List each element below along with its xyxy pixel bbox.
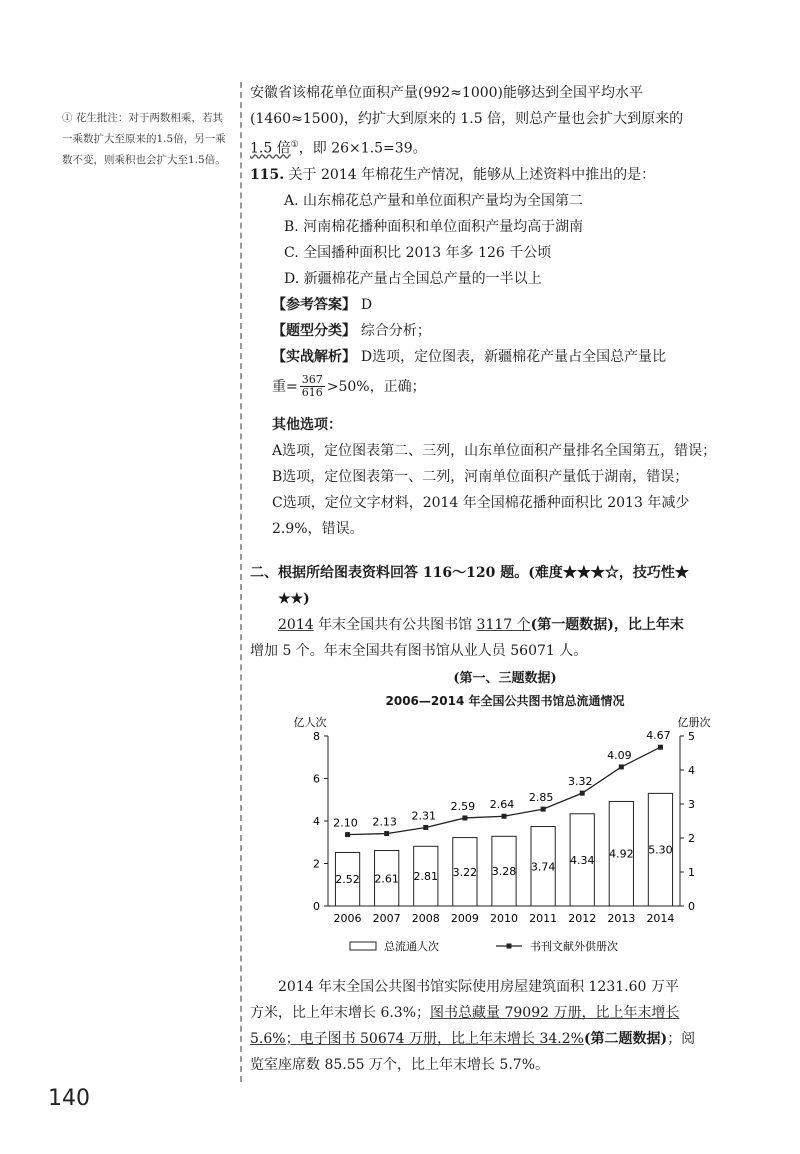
bar-value-label: 3.22 [452,865,478,879]
chart-caption: (第一、三题数据) [453,670,557,686]
paragraph-2-line-2 [250,1000,760,1026]
intro-line-2 [250,106,760,132]
x-axis-tick-label: 2014 [646,911,675,925]
question-number: 115. [250,166,285,183]
chart [250,712,760,974]
bar-value-label: 3.74 [530,859,556,873]
analysis-line [272,344,760,370]
line-value-label: 3.32 [567,774,593,788]
x-axis-tick-label: 2007 [372,911,401,925]
intro-line-3 [250,132,760,162]
footnote-mark: ① [290,140,299,150]
option-c: C. 全国播种面积比 2013 年多 126 千公顷 [284,244,552,261]
intro-line-3-text: ，即 26×1.5=39。 [298,140,427,157]
line-point [619,764,624,769]
line-value-label: 2.10 [333,816,358,830]
ebook-underlined: 5.6%；电子图书 50674 万册，比上年末增长 34.2% [250,1030,584,1047]
section-heading-cont: ★★) [278,590,310,607]
line-value-label: 2.31 [411,809,437,823]
bar-value-label: 3.28 [491,864,517,878]
page-content [250,80,760,1078]
line-point [502,813,507,818]
right-axis-label: 亿册次 [677,715,711,729]
collection-underlined: 图书总藏量 79092 万册，比上年末增长 [430,1004,680,1021]
bar-value-label: 2.52 [335,872,360,886]
answer-value: D [360,296,373,313]
left-axis-tick-label: 8 [313,729,320,743]
left-axis-tick-label: 6 [313,772,320,786]
chart-title: 2006—2014 年全国公共图书馆总流通情况 [385,693,625,708]
right-axis-tick-label: 1 [688,865,695,879]
x-axis-tick-label: 2011 [529,911,558,925]
line-point [580,790,585,795]
x-axis-tick-label: 2009 [450,911,479,925]
left-axis-tick-label: 2 [313,857,320,871]
year-underlined: 2014 [278,616,314,633]
paragraph-1-text-a: 年末全国共有公共图书馆 [313,616,477,633]
x-axis-tick-label: 2013 [607,911,636,925]
other-options-heading: 其他选项： [272,416,342,433]
left-axis-tick-label: 4 [313,814,320,828]
right-axis-tick-label: 0 [688,899,695,913]
paragraph-2: 2014 年末全国公共图书馆实际使用房屋建筑面积 1231.60 万平 [278,978,679,995]
analysis-label: 【实战解析】 [272,348,356,365]
paragraph-2-line-3 [250,1026,760,1052]
left-axis-label: 亿人次 [293,715,327,729]
paragraph-2-line-4: 览室座席数 85.55 万个，比上年末增长 5.7%。 [250,1056,549,1073]
section-heading: 二、根据所给图表资料回答 116～120 题。(难度★★★☆，技巧性★ [250,564,689,581]
line-value-label: 4.67 [646,728,671,742]
answer-label: 【参考答案】 [272,296,356,313]
option-b: B. 河南棉花播种面积和单位面积产量均高于湖南 [284,218,584,235]
line-value-label: 2.85 [528,790,554,804]
fraction [300,374,325,399]
fraction-numerator: 367 [301,373,323,387]
analysis-post: >50%，正确； [326,378,426,395]
line-value-label: 4.09 [607,748,632,762]
type-label: 【题型分类】 [272,322,356,339]
page-number: 140 [48,1086,90,1111]
question-stem: 关于 2014 年棉花生产情况，能够从上述资料中推出的是： [288,166,656,183]
option-d: D. 新疆棉花产量占全国总产量的一半以上 [284,270,542,287]
paragraph-1-line-2: 增加 5 个。年末全国共有图书馆从业人员 56071 人。 [250,642,588,659]
other-option-c: C选项，定位文字材料，2014 年全国棉花播种面积比 2013 年减少 [272,494,690,511]
intro-line-2-text: (1460≈1500)，约扩大到原来的 1.5 倍，则总产量也会扩大到原来的 [250,111,684,127]
paragraph-2-text-a: 方米，比上年末增长 6.3%； [250,1004,431,1021]
type-line [272,318,760,344]
bar-value-label: 5.30 [648,843,673,857]
line-point [423,825,428,830]
right-axis-tick-label: 3 [688,797,695,811]
paragraph-2-text-c: ；阅 [667,1030,696,1047]
line-value-label: 2.64 [489,797,515,811]
right-axis-tick-label: 2 [688,831,695,845]
paragraph-1 [250,612,760,638]
chart-svg [250,712,760,974]
intro-underlined: 1.5 倍 [250,140,291,157]
line-point [658,744,663,749]
legend-line-marker [507,943,512,948]
margin-annotation: ① 花生批注：对于两数相乘，若其一乘数扩大至原来的1.5倍，另一乘数不变，则乘积也会扩大至1.5倍。 [62,112,226,166]
margin-divider [240,82,242,1082]
bar-value-label: 2.81 [413,869,439,883]
paragraph-2-text-b: (第二题数据) [583,1030,668,1047]
line-point [345,832,350,837]
x-axis-tick-label: 2008 [411,911,440,925]
left-axis-tick-label: 0 [313,899,320,913]
library-count-underlined: 3117 个 [476,616,531,633]
legend-line-label: 书刊文献外供册次 [530,939,618,953]
analysis-text: D选项，定位图表，新疆棉花产量占全国总产量比 [360,348,667,365]
answer-line [272,292,760,318]
analysis-line-2 [272,370,760,404]
type-value: 综合分析； [360,322,431,339]
fraction-denominator: 616 [301,386,323,400]
bar-value-label: 2.61 [374,871,399,885]
intro-line-1: 安徽省该棉花单位面积产量(992≈1000)能够达到全国平均水平 [250,85,644,101]
line-point [462,815,467,820]
bar-value-label: 4.34 [569,853,595,867]
right-axis-tick-label: 5 [688,729,695,743]
other-option-a: A选项，定位图表第二、三列，山东单位面积产量排名全国第五，错误； [272,442,717,459]
line-point [384,831,389,836]
option-a: A. 山东棉花总产量和单位面积产量均为全国第二 [284,192,584,209]
right-axis-tick-label: 4 [688,763,695,777]
line-value-label: 2.59 [450,799,476,813]
line-value-label: 2.13 [372,815,397,829]
legend-bar-label: 总流通人次 [384,939,439,953]
bar-value-label: 4.92 [609,847,634,861]
x-axis-tick-label: 2006 [333,911,362,925]
legend-bar-swatch [350,942,376,950]
question-115-stem [250,162,760,188]
analysis-pre: 重= [272,378,298,395]
x-axis-tick-label: 2010 [490,911,518,925]
other-option-b: B选项，定位图表第一、二列，河南单位面积产量低于湖南，错误； [272,468,689,485]
x-axis-tick-label: 2012 [568,911,597,925]
paragraph-1-text-b: (第一题数据)，比上年末 [530,616,684,633]
line-point [541,806,546,811]
other-option-c-cont: 2.9%，错误。 [272,520,364,537]
